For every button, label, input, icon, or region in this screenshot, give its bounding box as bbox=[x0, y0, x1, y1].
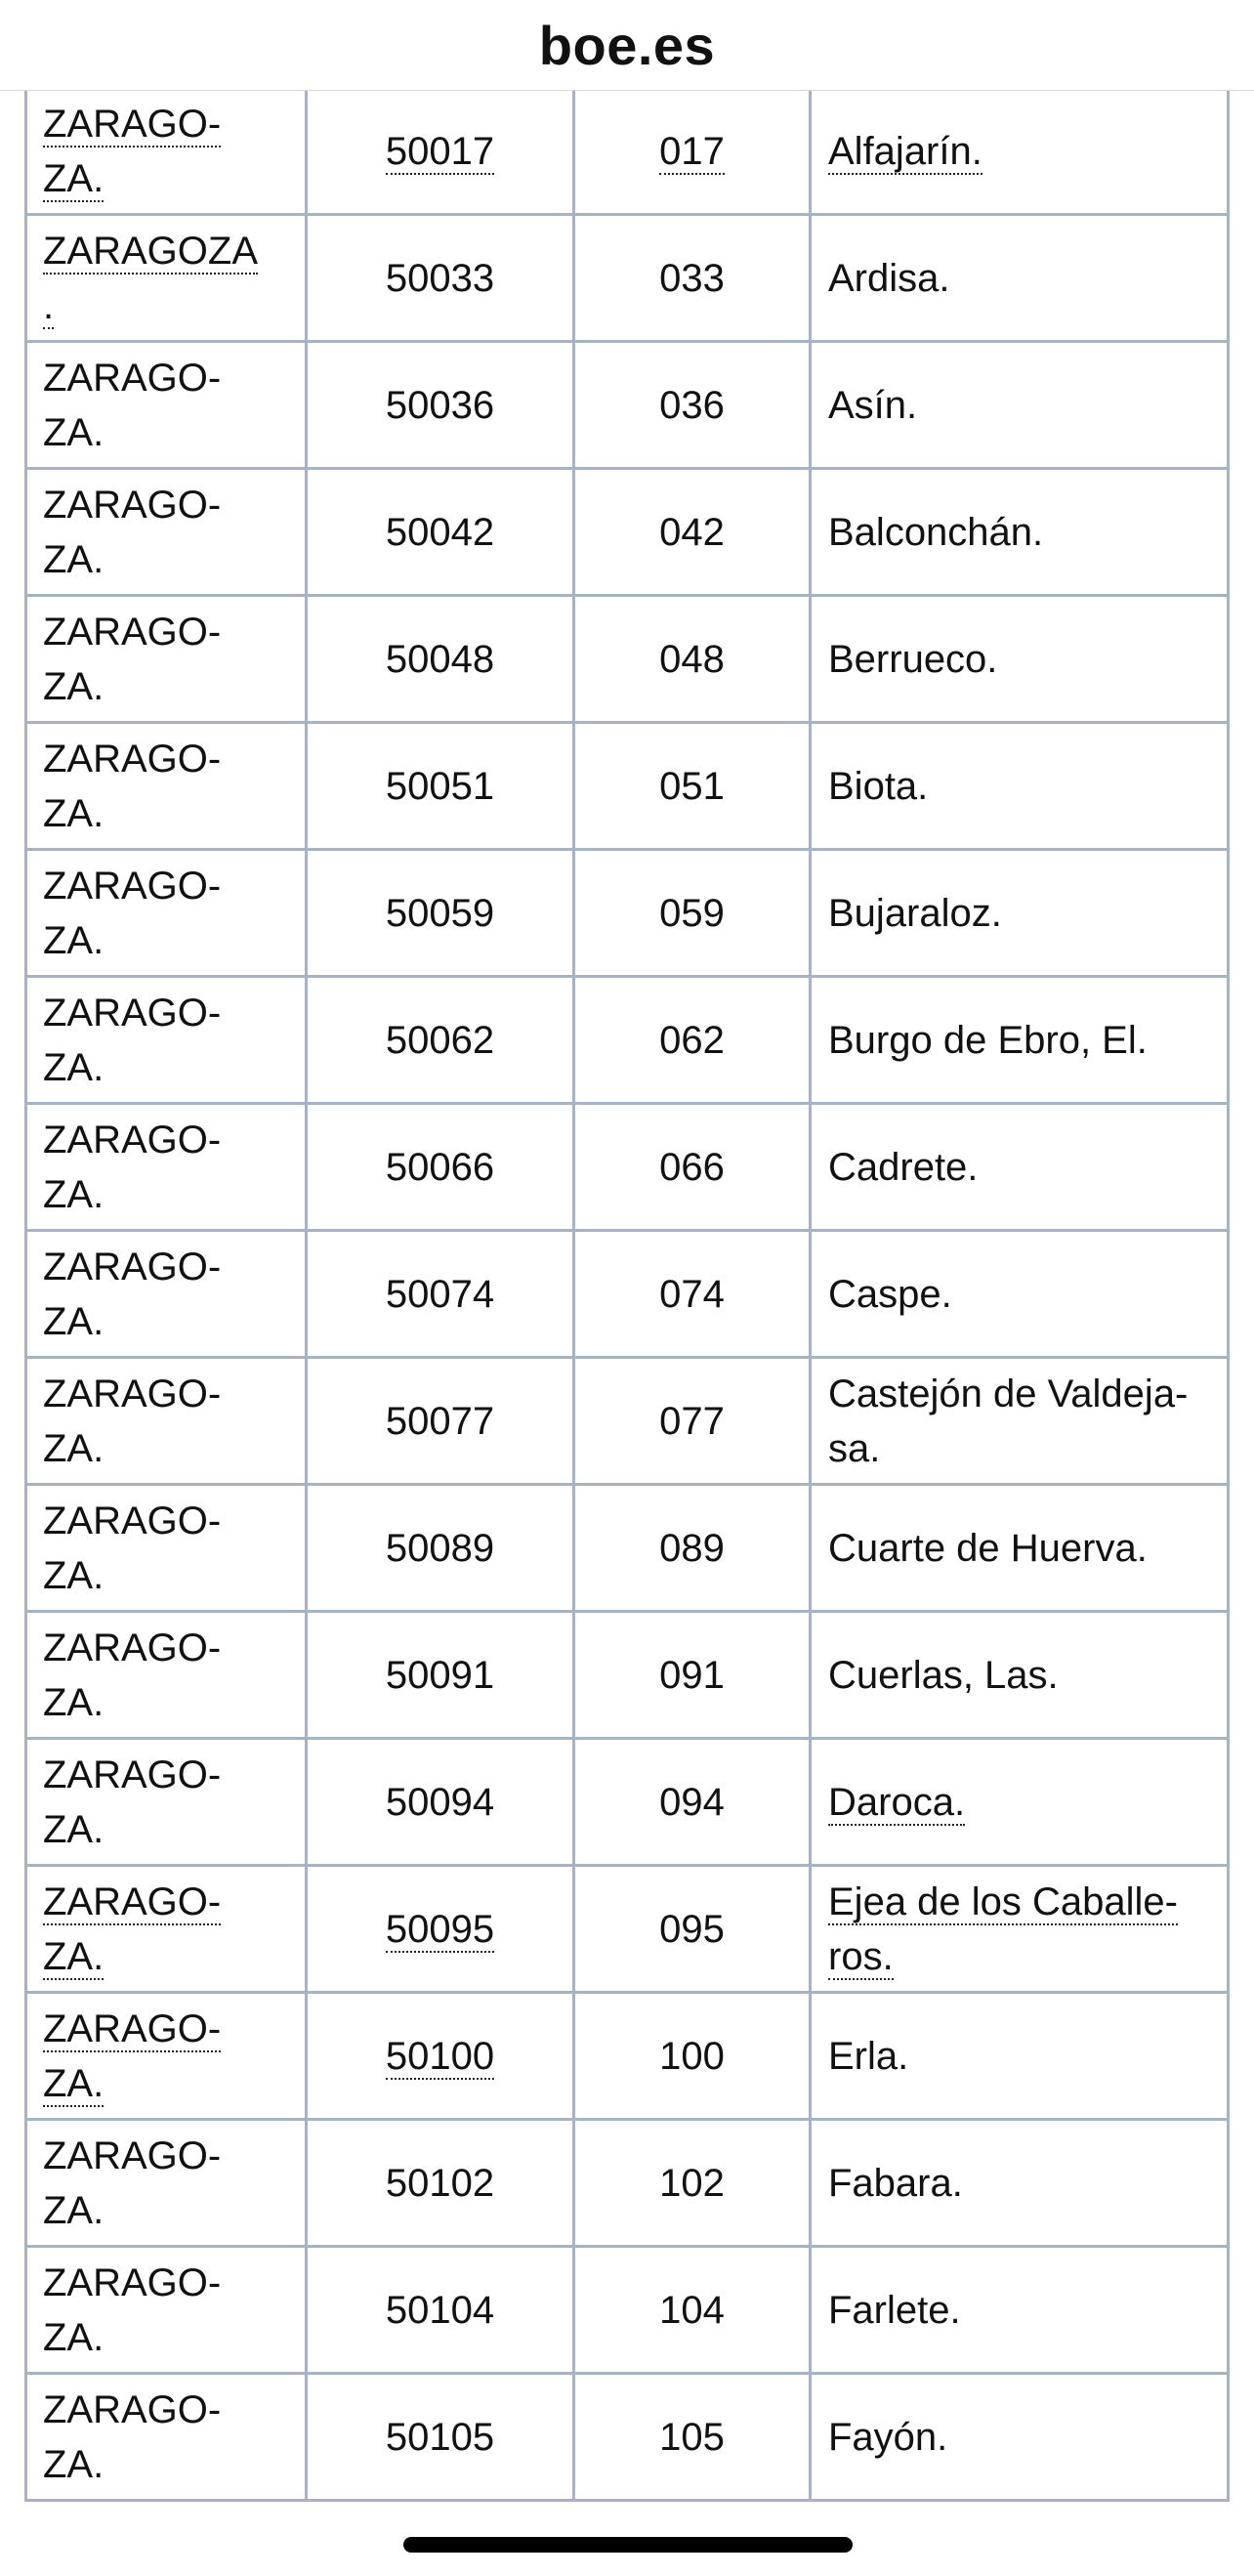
short-code-cell-text: 077 bbox=[659, 1399, 725, 1443]
province-cell-text: ZA. bbox=[43, 1807, 104, 1851]
municipality-name-cell-text: Farlete. bbox=[828, 2288, 961, 2332]
province-cell-text[interactable]: . bbox=[43, 283, 55, 327]
province-cell-text: ZARAGO- bbox=[43, 1499, 222, 1542]
province-cell bbox=[26, 850, 307, 977]
short-code-cell bbox=[574, 1612, 811, 1739]
table-row bbox=[26, 1358, 1229, 1485]
municipality-code-cell-text: 50048 bbox=[385, 637, 495, 681]
municipality-code-cell bbox=[307, 1739, 574, 1866]
municipality-name-cell-text: Cadrete. bbox=[828, 1145, 979, 1189]
table-row bbox=[26, 469, 1229, 596]
province-cell[interactable] bbox=[26, 1866, 307, 1993]
municipality-name-cell bbox=[811, 723, 1229, 850]
short-code-cell-text: 059 bbox=[659, 891, 725, 935]
short-code-cell bbox=[574, 1866, 811, 1993]
short-code-cell bbox=[574, 1485, 811, 1612]
province-cell[interactable] bbox=[26, 1993, 307, 2120]
province-cell-text: ZA. bbox=[43, 1172, 104, 1216]
municipality-name-cell bbox=[811, 1993, 1229, 2120]
municipality-code-cell-text[interactable]: 50100 bbox=[385, 2034, 495, 2078]
municipality-code-cell-text: 50036 bbox=[385, 383, 495, 427]
province-cell[interactable] bbox=[26, 90, 307, 215]
municipality-code-cell-text: 50033 bbox=[385, 256, 495, 300]
province-cell bbox=[26, 723, 307, 850]
municipality-code-cell-text: 50042 bbox=[385, 510, 495, 554]
municipality-name-cell bbox=[811, 342, 1229, 469]
table-body bbox=[26, 90, 1229, 2501]
municipality-code-cell-text[interactable]: 50095 bbox=[385, 1907, 495, 1951]
table-row bbox=[26, 1485, 1229, 1612]
short-code-cell bbox=[574, 215, 811, 342]
province-cell-text: ZA. bbox=[43, 1299, 104, 1343]
province-cell-text[interactable]: ZA. bbox=[43, 2061, 104, 2105]
province-cell-text: ZA. bbox=[43, 1680, 104, 1724]
municipality-code-cell bbox=[307, 342, 574, 469]
municipality-name-cell[interactable] bbox=[811, 1739, 1229, 1866]
province-cell-text: ZARAGO- bbox=[43, 610, 222, 654]
province-cell bbox=[26, 1104, 307, 1231]
municipality-name-cell bbox=[811, 2120, 1229, 2247]
short-code-cell[interactable] bbox=[574, 90, 811, 215]
short-code-cell-text: 051 bbox=[659, 764, 725, 808]
municipality-code-cell-text: 50059 bbox=[385, 891, 495, 935]
short-code-cell bbox=[574, 596, 811, 723]
municipality-table-container[interactable] bbox=[0, 90, 1254, 2576]
province-cell-text: ZA. bbox=[43, 2188, 104, 2232]
municipality-name-cell-text[interactable]: Ejea de los Caballe- bbox=[828, 1879, 1178, 1923]
municipality-name-cell-text[interactable]: Alfajarín. bbox=[828, 129, 982, 173]
municipality-name-cell-text: Berrueco. bbox=[828, 637, 998, 681]
province-cell-text: ZA. bbox=[43, 410, 104, 454]
province-cell bbox=[26, 1358, 307, 1485]
municipality-code-cell bbox=[307, 850, 574, 977]
province-cell-text: ZARAGO- bbox=[43, 1753, 222, 1796]
province-cell-text: ZARAGO- bbox=[43, 2133, 222, 2177]
province-cell-text[interactable]: ZARAGO- bbox=[43, 102, 222, 146]
province-cell bbox=[26, 1739, 307, 1866]
municipality-code-cell-text: 50074 bbox=[385, 1272, 495, 1316]
table-row bbox=[26, 2120, 1229, 2247]
municipality-code-cell bbox=[307, 977, 574, 1104]
municipality-code-cell-text[interactable]: 50017 bbox=[385, 129, 495, 173]
table-row bbox=[26, 342, 1229, 469]
table-row bbox=[26, 215, 1229, 342]
province-cell-text: ZA. bbox=[43, 1553, 104, 1597]
municipality-code-cell-text: 50062 bbox=[385, 1018, 495, 1062]
municipality-name-cell-text: Castejón de Valdeja- bbox=[828, 1372, 1189, 1415]
province-cell[interactable] bbox=[26, 215, 307, 342]
short-code-cell bbox=[574, 2374, 811, 2501]
municipality-name-cell bbox=[811, 977, 1229, 1104]
province-cell-text: ZARAGO- bbox=[43, 1118, 222, 1161]
province-cell-text: ZA. bbox=[43, 2442, 104, 2486]
province-cell-text[interactable]: ZARAGO- bbox=[43, 1879, 222, 1923]
short-code-cell-text: 095 bbox=[659, 1907, 725, 1951]
province-cell-text: ZARAGO- bbox=[43, 483, 222, 527]
short-code-cell bbox=[574, 1231, 811, 1358]
province-cell bbox=[26, 1231, 307, 1358]
municipality-code-cell bbox=[307, 1231, 574, 1358]
municipality-name-cell-text: Biota. bbox=[828, 764, 929, 808]
table-row bbox=[26, 850, 1229, 977]
municipality-name-cell[interactable] bbox=[811, 90, 1229, 215]
province-cell bbox=[26, 342, 307, 469]
municipality-code-cell[interactable] bbox=[307, 90, 574, 215]
municipality-name-cell-text[interactable]: ros. bbox=[828, 1934, 894, 1978]
municipality-name-cell-text: Balconchán. bbox=[828, 510, 1044, 554]
province-cell bbox=[26, 1485, 307, 1612]
table-row bbox=[26, 1612, 1229, 1739]
short-code-cell bbox=[574, 1358, 811, 1485]
province-cell-text: ZA. bbox=[43, 664, 104, 708]
municipality-name-cell bbox=[811, 215, 1229, 342]
municipality-code-cell[interactable] bbox=[307, 1866, 574, 1993]
municipality-name-cell bbox=[811, 850, 1229, 977]
short-code-cell-text: 102 bbox=[659, 2161, 725, 2205]
municipality-code-cell-text: 50104 bbox=[385, 2288, 495, 2332]
province-cell-text: ZARAGO- bbox=[43, 356, 222, 400]
table-row bbox=[26, 1231, 1229, 1358]
short-code-cell-text: 089 bbox=[659, 1526, 725, 1570]
province-cell-text[interactable]: ZA. bbox=[43, 156, 104, 200]
municipality-name-cell bbox=[811, 596, 1229, 723]
province-cell bbox=[26, 2374, 307, 2501]
municipality-name-cell-text: Cuerlas, Las. bbox=[828, 1653, 1059, 1697]
province-cell-text[interactable]: ZA. bbox=[43, 1934, 104, 1978]
municipality-code-cell bbox=[307, 1104, 574, 1231]
short-code-cell-text: 091 bbox=[659, 1653, 725, 1697]
municipality-code-cell bbox=[307, 1612, 574, 1739]
municipality-name-cell bbox=[811, 2247, 1229, 2374]
site-title[interactable]: boe.es bbox=[538, 14, 716, 76]
province-cell-text[interactable]: ZARAGOZA bbox=[43, 229, 259, 273]
short-code-cell bbox=[574, 1993, 811, 2120]
municipality-code-cell bbox=[307, 596, 574, 723]
municipality-name-cell bbox=[811, 1231, 1229, 1358]
table-row bbox=[26, 90, 1229, 215]
province-cell bbox=[26, 2247, 307, 2374]
province-cell-text: ZA. bbox=[43, 537, 104, 581]
province-cell-text: ZARAGO- bbox=[43, 864, 222, 908]
municipality-name-cell[interactable] bbox=[811, 1866, 1229, 1993]
province-cell-text: ZARAGO- bbox=[43, 1626, 222, 1669]
province-cell-text: ZA. bbox=[43, 791, 104, 835]
municipality-code-cell bbox=[307, 2120, 574, 2247]
municipality-name-cell bbox=[811, 469, 1229, 596]
table-row bbox=[26, 2374, 1229, 2501]
table-row bbox=[26, 723, 1229, 850]
table-row bbox=[26, 2247, 1229, 2374]
municipality-code-cell bbox=[307, 2247, 574, 2374]
municipality-code-cell-text: 50102 bbox=[385, 2161, 495, 2205]
municipality-code-cell-text: 50066 bbox=[385, 1145, 495, 1189]
table-row bbox=[26, 596, 1229, 723]
municipality-code-cell-text: 50089 bbox=[385, 1526, 495, 1570]
short-code-cell bbox=[574, 850, 811, 977]
province-cell bbox=[26, 596, 307, 723]
short-code-cell bbox=[574, 723, 811, 850]
municipality-name-cell-text: Cuarte de Huerva. bbox=[828, 1526, 1148, 1570]
municipality-name-cell-text: Fabara. bbox=[828, 2161, 963, 2205]
short-code-cell-text: 033 bbox=[659, 256, 725, 300]
short-code-cell-text: 066 bbox=[659, 1145, 725, 1189]
municipality-code-cell[interactable] bbox=[307, 1993, 574, 2120]
province-cell bbox=[26, 977, 307, 1104]
municipality-name-cell bbox=[811, 1485, 1229, 1612]
municipality-code-cell-text: 50051 bbox=[385, 764, 495, 808]
top-bar bbox=[0, 0, 1254, 91]
short-code-cell bbox=[574, 2120, 811, 2247]
province-cell-text: ZA. bbox=[43, 2315, 104, 2359]
province-cell-text: ZARAGO- bbox=[43, 1372, 222, 1415]
short-code-cell-text[interactable]: 017 bbox=[659, 129, 725, 173]
municipality-name-cell-text: sa. bbox=[828, 1426, 881, 1470]
home-indicator[interactable] bbox=[403, 2537, 853, 2553]
province-cell-text: ZARAGO- bbox=[43, 2260, 222, 2304]
province-cell-text: ZARAGO- bbox=[43, 1245, 222, 1288]
short-code-cell bbox=[574, 469, 811, 596]
municipality-name-cell-text[interactable]: Daroca. bbox=[828, 1780, 966, 1824]
municipality-name-cell-text: Ardisa. bbox=[828, 256, 950, 300]
municipality-code-cell bbox=[307, 1358, 574, 1485]
municipality-code-cell-text: 50077 bbox=[385, 1399, 495, 1443]
municipality-name-cell bbox=[811, 1612, 1229, 1739]
municipality-code-cell bbox=[307, 469, 574, 596]
municipality-name-cell bbox=[811, 2374, 1229, 2501]
municipality-code-cell bbox=[307, 215, 574, 342]
table-row bbox=[26, 1739, 1229, 1866]
short-code-cell bbox=[574, 1739, 811, 1866]
short-code-cell-text: 105 bbox=[659, 2415, 725, 2459]
short-code-cell bbox=[574, 2247, 811, 2374]
municipality-name-cell bbox=[811, 1358, 1229, 1485]
short-code-cell-text: 074 bbox=[659, 1272, 725, 1316]
province-cell-text: ZARAGO- bbox=[43, 737, 222, 781]
municipality-code-cell-text: 50094 bbox=[385, 1780, 495, 1824]
municipality-code-cell-text: 50105 bbox=[385, 2415, 495, 2459]
municipality-name-cell-text: Asín. bbox=[828, 383, 918, 427]
short-code-cell-text: 062 bbox=[659, 1018, 725, 1062]
province-cell-text[interactable]: ZARAGO- bbox=[43, 2006, 222, 2050]
province-cell-text: ZA. bbox=[43, 1426, 104, 1470]
municipality-name-cell bbox=[811, 1104, 1229, 1231]
short-code-cell-text: 036 bbox=[659, 383, 725, 427]
short-code-cell-text: 048 bbox=[659, 637, 725, 681]
short-code-cell bbox=[574, 977, 811, 1104]
municipality-name-cell-text: Burgo de Ebro, El. bbox=[828, 1018, 1148, 1062]
province-cell bbox=[26, 1612, 307, 1739]
table-row bbox=[26, 1993, 1229, 2120]
municipality-name-cell-text: Fayón. bbox=[828, 2415, 948, 2459]
municipality-code-cell bbox=[307, 723, 574, 850]
municipality-code-cell bbox=[307, 1485, 574, 1612]
municipality-code-cell bbox=[307, 2374, 574, 2501]
province-cell-text: ZARAGO- bbox=[43, 991, 222, 1035]
municipality-code-cell-text: 50091 bbox=[385, 1653, 495, 1697]
province-cell-text: ZARAGO- bbox=[43, 2387, 222, 2431]
short-code-cell-text: 104 bbox=[659, 2288, 725, 2332]
municipality-table bbox=[24, 90, 1230, 2502]
municipality-name-cell-text: Bujaraloz. bbox=[828, 891, 1002, 935]
province-cell-text: ZA. bbox=[43, 1045, 104, 1089]
table-row bbox=[26, 1104, 1229, 1231]
province-cell-text: ZA. bbox=[43, 918, 104, 962]
province-cell bbox=[26, 2120, 307, 2247]
short-code-cell bbox=[574, 342, 811, 469]
short-code-cell-text: 042 bbox=[659, 510, 725, 554]
short-code-cell bbox=[574, 1104, 811, 1231]
short-code-cell-text: 094 bbox=[659, 1780, 725, 1824]
short-code-cell-text: 100 bbox=[659, 2034, 725, 2078]
table-row bbox=[26, 977, 1229, 1104]
table-row bbox=[26, 1866, 1229, 1993]
municipality-name-cell-text: Erla. bbox=[828, 2034, 909, 2078]
province-cell bbox=[26, 469, 307, 596]
municipality-name-cell-text: Caspe. bbox=[828, 1272, 952, 1316]
